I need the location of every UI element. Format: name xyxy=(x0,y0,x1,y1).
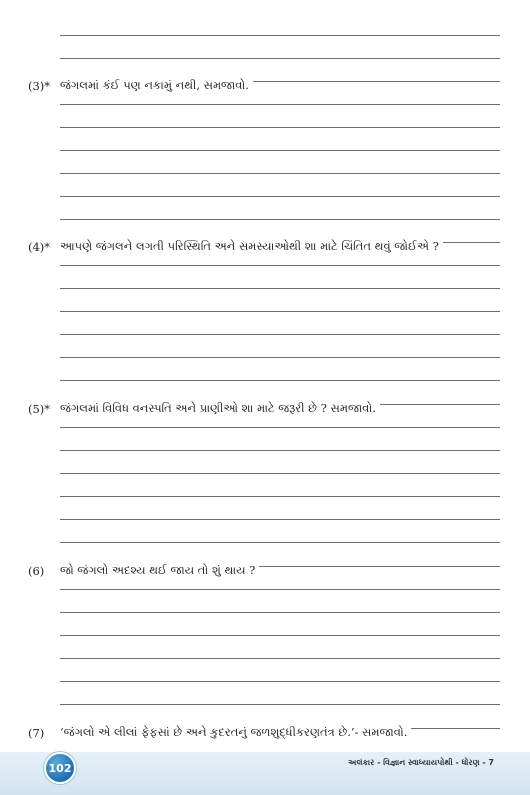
page-number-badge: 102 xyxy=(44,752,76,784)
answer-line xyxy=(60,427,500,428)
answer-line xyxy=(60,35,500,36)
answer-line xyxy=(60,612,500,613)
answer-line xyxy=(60,288,500,289)
question-text: જંગલમાં વિવિધ વનસ્પતિ અને પ્રાણીઓ શા માટે જરૂરી છે ? સમજાવો. xyxy=(60,401,376,415)
answer-line xyxy=(60,681,500,682)
answer-line xyxy=(411,728,500,729)
answer-line xyxy=(60,450,500,451)
question-text: ‘જંગલો એ લીલાં ફેફસાં છે અને કુદરતનું જળશુદ્ધીકરણતંત્ર છે.’- સમજાવો. xyxy=(60,725,408,739)
answer-line xyxy=(60,473,500,474)
answer-line xyxy=(60,357,500,358)
answer-line xyxy=(60,542,500,543)
question-number: (7) xyxy=(28,726,45,740)
question-number: (3)* xyxy=(28,79,51,93)
answer-line xyxy=(60,58,500,59)
answer-line xyxy=(60,334,500,335)
answer-line xyxy=(380,404,500,405)
answer-line xyxy=(60,380,500,381)
question-number: (5)* xyxy=(28,402,51,416)
answer-line xyxy=(60,173,500,174)
answer-line xyxy=(60,658,500,659)
book-title: અલંકાર - વિજ્ઞાન સ્વાધ્યાયપોથી - ધોરણ - 7 xyxy=(348,758,494,767)
answer-line xyxy=(60,219,500,220)
question-6 xyxy=(28,563,500,578)
answer-line xyxy=(259,566,500,567)
answer-line xyxy=(60,496,500,497)
answer-line xyxy=(253,81,500,82)
question-text: જો જંગલો અદશ્ય થઈ જાય તો શું થાય ? xyxy=(60,563,256,577)
answer-line xyxy=(60,196,500,197)
question-number: (4)* xyxy=(28,240,51,254)
answer-line xyxy=(60,265,500,266)
question-text: આપણે જંગલને લગતી પરિસ્થિતિ અને સમસ્યાઓથી શા માટે ચિંતિત થવું જોઈએ ? xyxy=(60,239,439,253)
question-number: (6) xyxy=(28,564,45,578)
answer-line xyxy=(60,704,500,705)
question-text: જંગલમાં કંઈ પણ નકામું નથી, સમજાવો. xyxy=(60,78,249,92)
answer-line xyxy=(60,127,500,128)
answer-line xyxy=(60,635,500,636)
answer-line xyxy=(60,589,500,590)
answer-line xyxy=(60,519,500,520)
question-5 xyxy=(28,401,500,416)
answer-line xyxy=(443,242,500,243)
question-7 xyxy=(28,725,500,740)
answer-line xyxy=(60,104,500,105)
question-3 xyxy=(28,78,500,93)
question-4 xyxy=(28,239,500,254)
answer-line xyxy=(60,311,500,312)
answer-line xyxy=(60,150,500,151)
